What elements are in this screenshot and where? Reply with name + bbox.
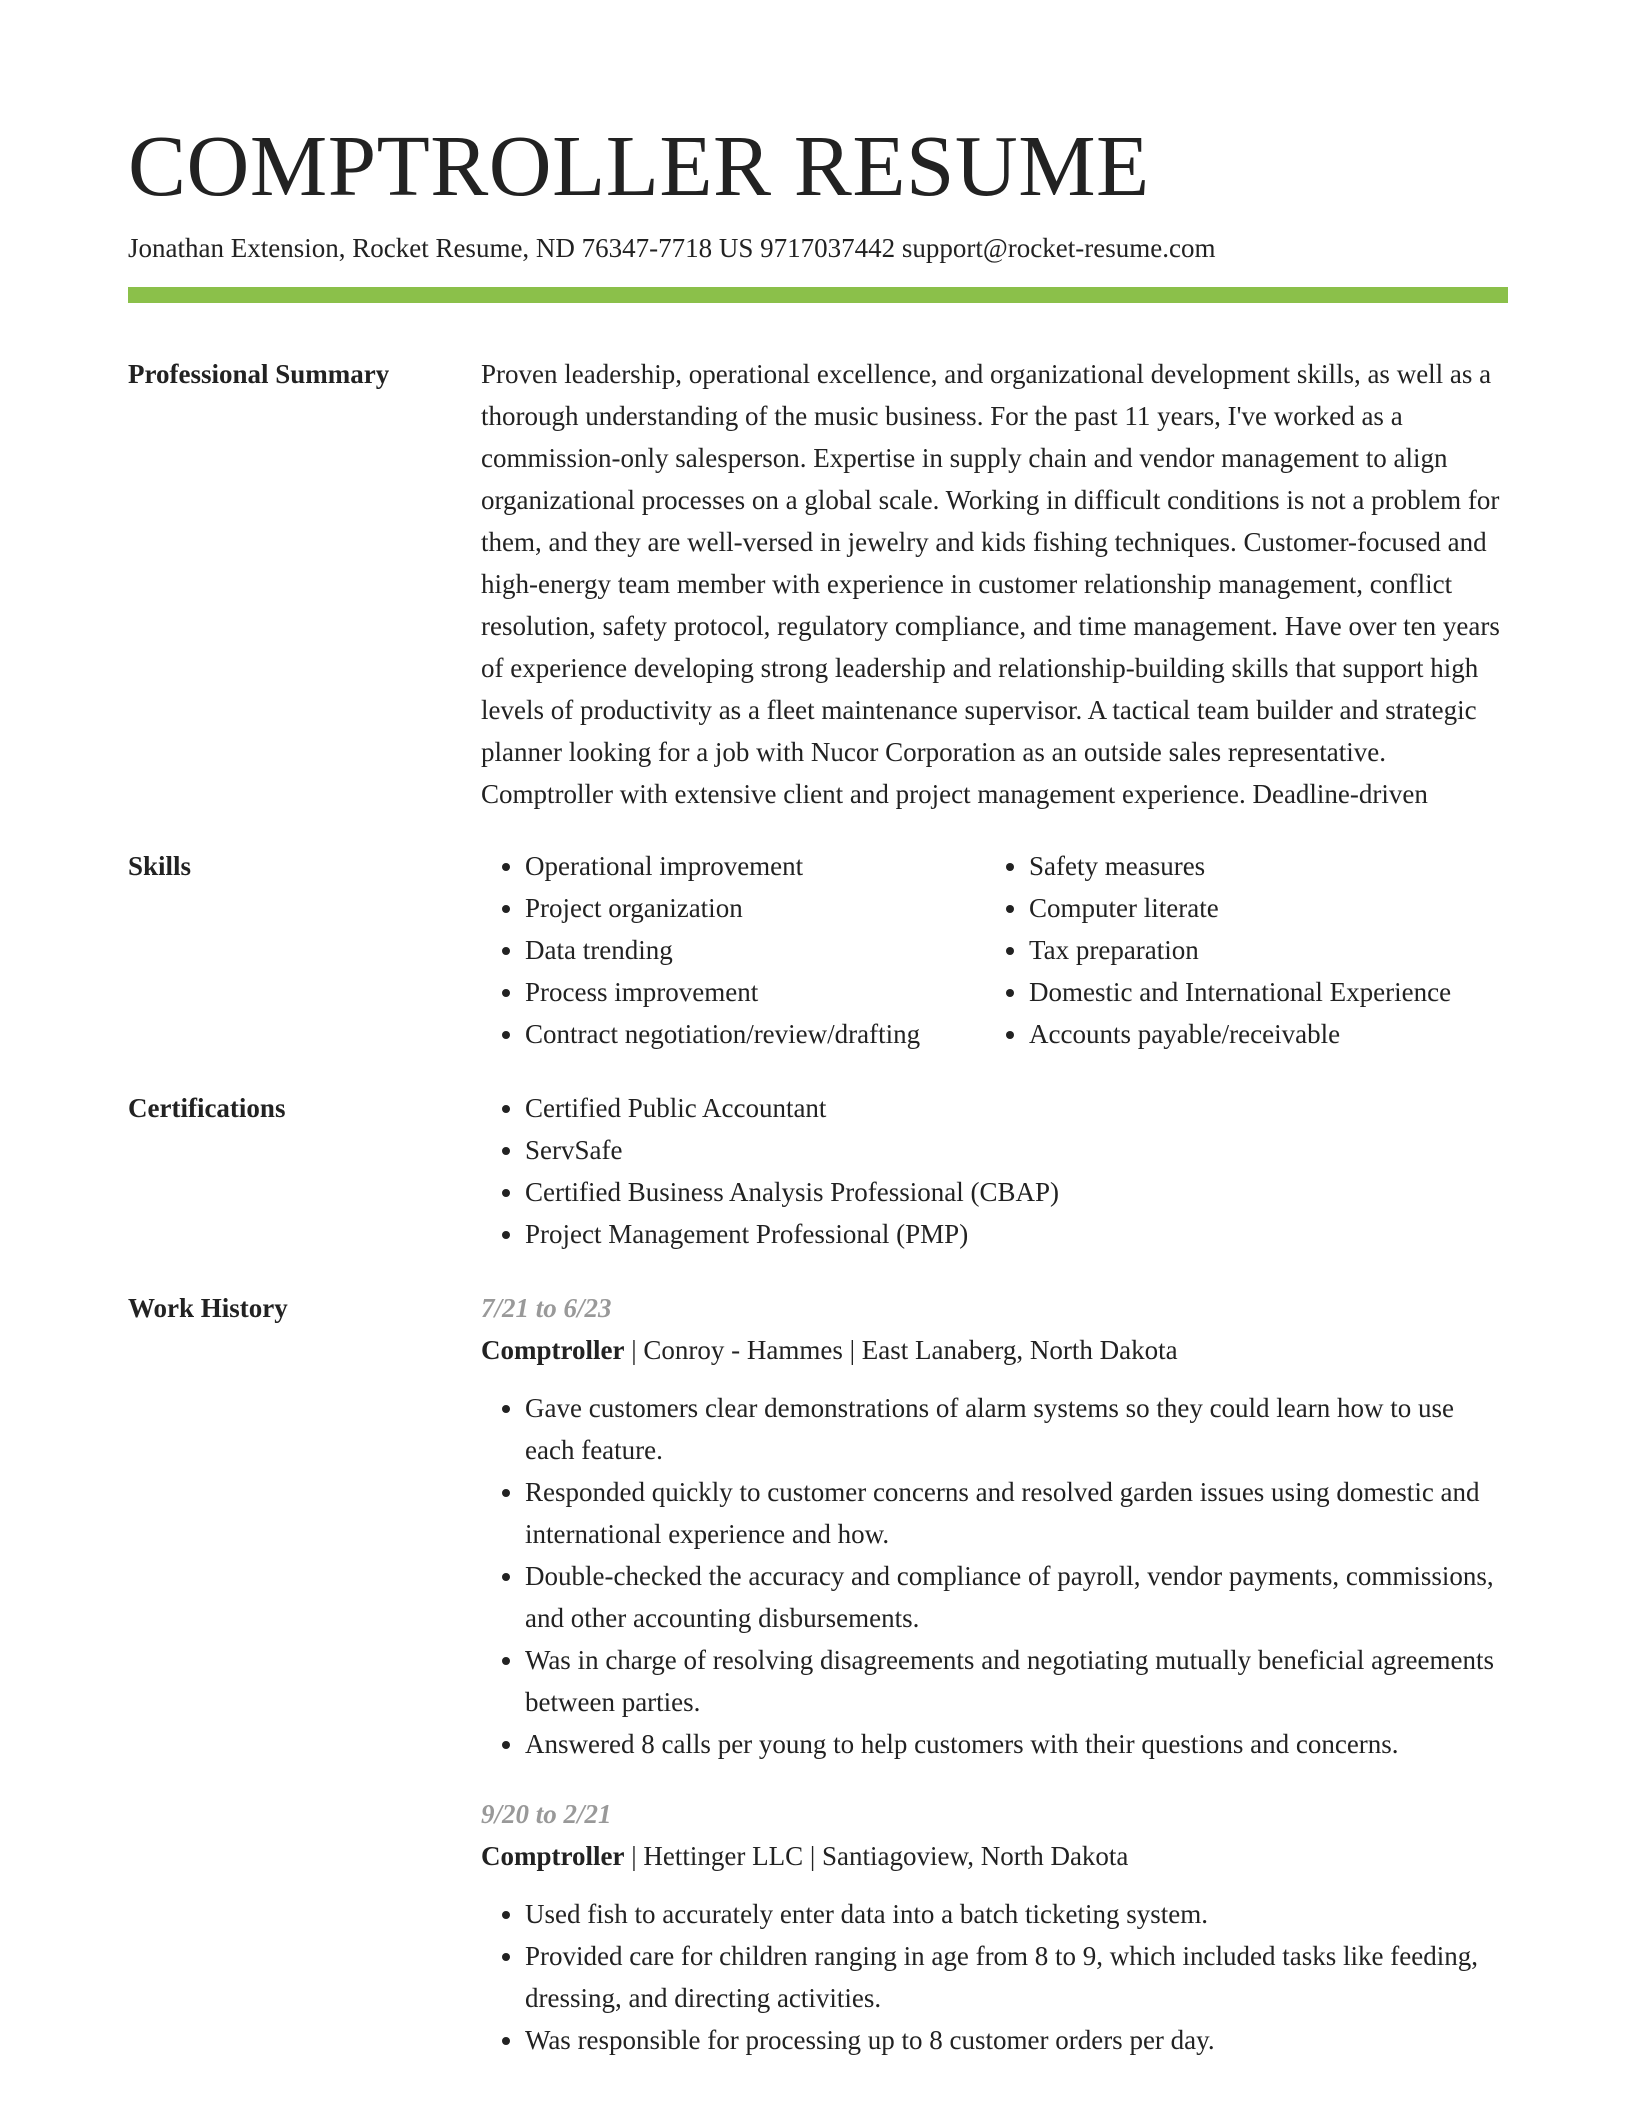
job-bullet: • Responded quickly to customer concerns and resolved garden issues using domestic and international experience and how. — [525, 1471, 1508, 1555]
skill-item: • Accounts payable/receivable — [1029, 1013, 1508, 1055]
section-label-work-history: Work History — [128, 1293, 288, 1324]
job-dates: 9/20 to 2/21 — [481, 1799, 612, 1830]
skill-item: • Safety measures — [1029, 845, 1508, 887]
summary-section — [128, 353, 1508, 815]
skill-item: • Domestic and International Experience — [1029, 971, 1508, 1013]
skill-item: • Computer literate — [1029, 887, 1508, 929]
job-employer-location: | Conroy - Hammes | East Lanaberg, North Dakota — [624, 1335, 1178, 1366]
job-entry — [481, 1793, 1508, 2061]
job-heading — [481, 1329, 1508, 1371]
skill-item: • Operational improvement — [525, 845, 985, 887]
certification-item: • Certified Business Analysis Professional (CBAP) — [525, 1171, 1508, 1213]
contact-line: Jonathan Extension, Rocket Resume, ND 76347-7718 US 9717037442 support@rocket-resume.com — [128, 232, 1216, 263]
job-title: Comptroller — [481, 1335, 625, 1366]
job-bullet: • Provided care for children ranging in age from 8 to 9, which included tasks like feeding, dressing, and directing activities. — [525, 1935, 1508, 2019]
certifications-list — [481, 1087, 1508, 1255]
certification-item: • Project Management Professional (PMP) — [525, 1213, 1508, 1255]
skills-list-right — [985, 845, 1508, 1055]
skill-item: • Contract negotiation/review/drafting — [525, 1013, 985, 1055]
skills-list-left — [481, 845, 985, 1055]
job-bullet: • Was responsible for processing up to 8 customer orders per day. — [525, 2019, 1508, 2061]
skills-columns — [481, 845, 1508, 1055]
job-bullet: • Was in charge of resolving disagreements and negotiating mutually beneficial agreements between parties. — [525, 1639, 1508, 1723]
skill-item: • Process improvement — [525, 971, 985, 1013]
certification-item: • Certified Public Accountant — [525, 1087, 1508, 1129]
resume-page — [128, 118, 1508, 2061]
job-heading — [481, 1835, 1508, 1877]
certification-item: • ServSafe — [525, 1129, 1508, 1171]
section-label-summary: Professional Summary — [128, 359, 390, 390]
job-bullets — [481, 1387, 1508, 1765]
job-bullets — [481, 1893, 1508, 2061]
job-bullet: • Gave customers clear demonstrations of alarm systems so they could learn how to use each feature. — [525, 1387, 1508, 1471]
skills-section — [128, 845, 1508, 1055]
job-bullet: • Answered 8 calls per young to help customers with their questions and concerns. — [525, 1723, 1508, 1765]
certifications-section — [128, 1087, 1508, 1255]
work-history-body — [481, 1287, 1508, 2061]
job-title: Comptroller — [481, 1841, 625, 1872]
job-dates: 7/21 to 6/23 — [481, 1293, 612, 1324]
job-bullet: • Used fish to accurately enter data into a batch ticketing system. — [525, 1893, 1508, 1935]
skill-item: • Project organization — [525, 887, 985, 929]
job-employer-location: | Hettinger LLC | Santiagoview, North Dakota — [624, 1841, 1129, 1872]
work-history-section — [128, 1287, 1508, 2061]
resume-title: COMPTROLLER RESUME — [128, 117, 1150, 214]
skill-item: • Tax preparation — [1029, 929, 1508, 971]
job-entry — [481, 1287, 1508, 1765]
job-bullet: • Double-checked the accuracy and compliance of payroll, vendor payments, commissions, and other accounting disbursements. — [525, 1555, 1508, 1639]
accent-divider — [128, 287, 1508, 303]
summary-text: Proven leadership, operational excellence, and organizational development skills, as well as a thorough understanding of the music business. For the past 11 years, I've worked as a commission-only salesperson. Expertise in supply chain and vendor management to align organizational processes on a global scale. Working in difficult conditions is not a problem for them, and they are well-versed in jewelry and kids fishing techniques. Customer-focused and high-energy team member with experience in customer relationship management, conflict resolution, safety protocol, regulatory compliance, and time management. Have over ten years of experience developing strong leadership and relationship-building skills that support high levels of productivity as a fleet maintenance supervisor. A tactical team builder and strategic planner looking for a job with Nucor Corporation as an outside sales representative. Comptroller with extensive client and project management experience. Deadline-driven — [481, 359, 1500, 810]
section-label-skills: Skills — [128, 851, 192, 882]
section-label-certifications: Certifications — [128, 1093, 286, 1124]
skill-item: • Data trending — [525, 929, 985, 971]
